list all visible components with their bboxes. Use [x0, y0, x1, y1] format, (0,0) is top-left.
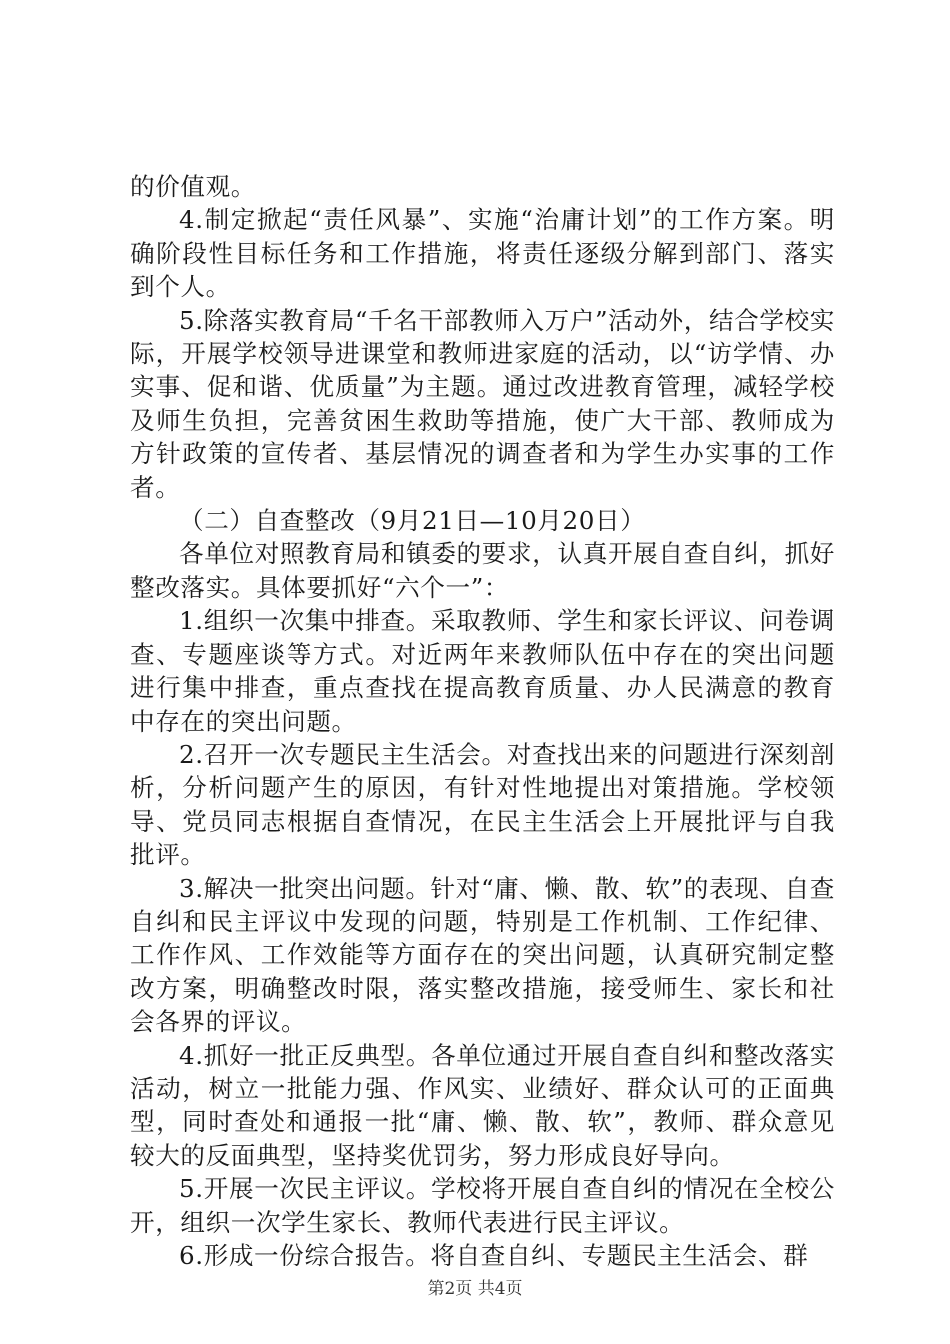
page-footer: [0, 1274, 950, 1299]
paragraph-step-6: 6.形成一份综合报告。将自查自纠、专题民主生活会、群: [179, 1241, 809, 1270]
paragraph-step-1: 1.组织一次集中排查。采取教师、学生和家长评议、问卷调查、专题座谈等方式。对近两年来教师队伍中存在的突出问题进行集中排查，重点查找在提高教育质量、办人民满意的教育中存在的突出问题。: [130, 606, 835, 736]
paragraph-intro: 各单位对照教育局和镇委的要求，认真开展自查自纠，抓好整改落实。具体要抓好“六个一”：: [130, 539, 835, 602]
paragraph-step-4: 4.抓好一批正反典型。各单位通过开展自查自纠和整改落实活动，树立一批能力强、作风实、业绩好、群众认可的正面典型，同时查处和通报一批“庸、懒、散、软”，教师、群众意见较大的反面典型，坚持奖优罚劣，努力形成良好导向。: [130, 1040, 835, 1170]
paragraph-step-3: 3.解决一批突出问题。针对“庸、懒、散、软”的表现、自查自纠和民主评议中发现的问题，特别是工作机制、工作纪律、工作作风、工作效能等方面存在的突出问题，认真研究制定整改方案，明确整改时限，落实整改措施，接受师生、家长和社会各界的评议。: [130, 873, 835, 1037]
page-number: 第2页 共4页: [427, 1279, 523, 1299]
paragraph-step-5: 5.开展一次民主评议。学校将开展自查自纠的情况在全校公开，组织一次学生家长、教师代表进行民主评议。: [130, 1174, 835, 1237]
paragraph-item-5: 5.除落实教育局“千名干部教师入万户”活动外，结合学校实际，开展学校领导进课堂和教师进家庭的活动，以“访学情、办实事、促和谐、优质量”为主题。通过改进教育管理，减轻学校及师生负担，完善贫困生救助等措施，使广大干部、教师成为方针政策的宣传者、基层情况的调查者和为学生办实事的工作者。: [130, 305, 835, 502]
paragraph-item-4: 4.制定掀起“责任风暴”、实施“治庸计划”的工作方案。明确阶段性目标任务和工作措施，将责任逐级分解到部门、落实到个人。: [130, 205, 835, 302]
paragraph-continuation: 的价值观。: [130, 172, 256, 201]
paragraph-step-2: 2.召开一次专题民主生活会。对查找出来的问题进行深刻剖析，分析问题产生的原因，有针对性地提出对策措施。学校领导、党员同志根据自查情况，在民主生活会上开展批评与自我批评。: [130, 739, 835, 870]
section-heading: （二）自查整改（9月21日—10月20日）: [179, 506, 646, 536]
document-body: [130, 170, 835, 1272]
